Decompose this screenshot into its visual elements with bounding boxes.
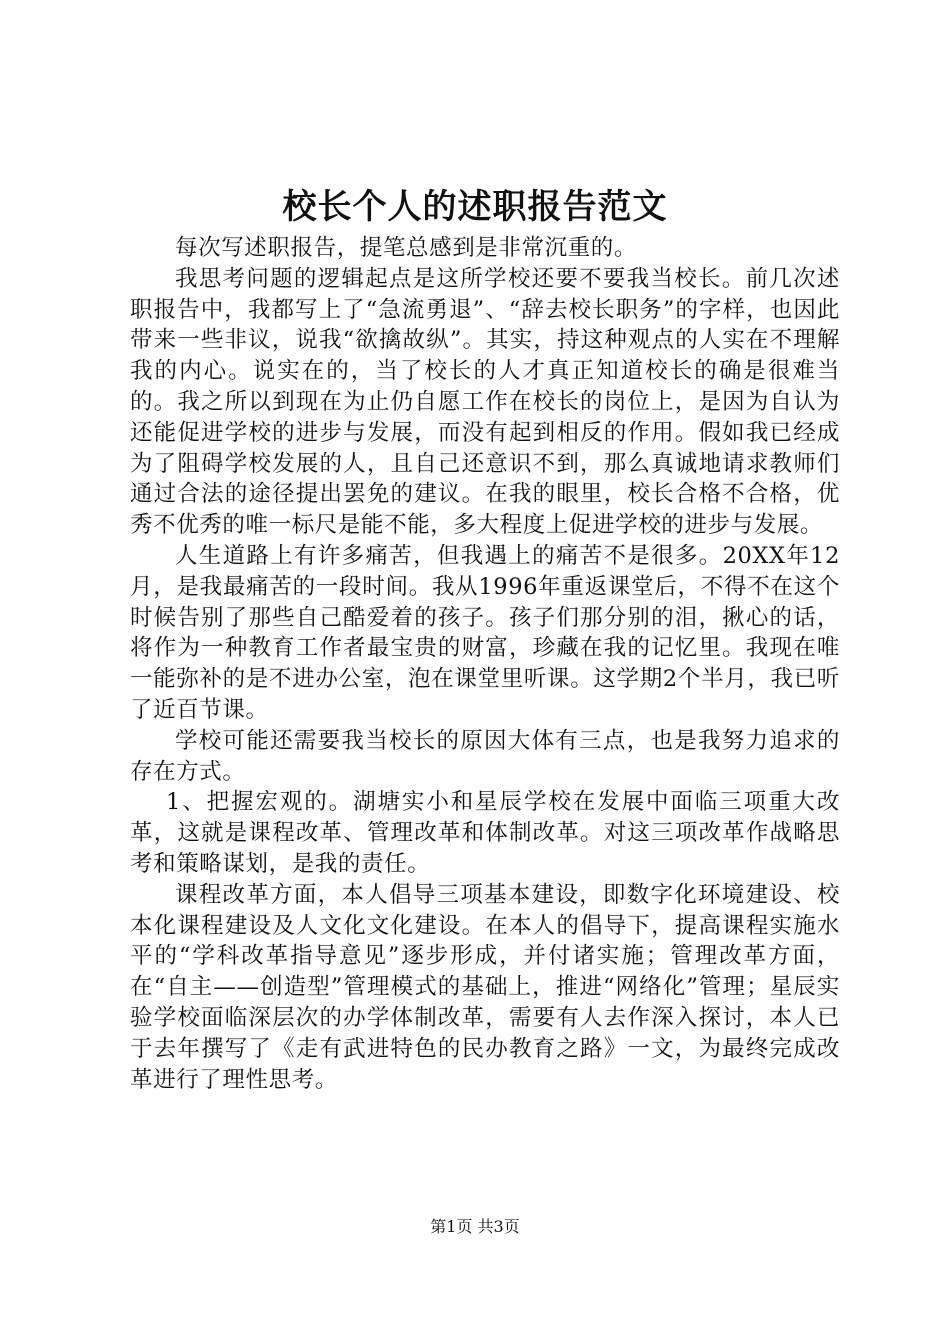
paragraph-curriculum-reform: 课程改革方面，本人倡导三项基本建设，即数字化环境建设、校本化课程建设及人文化文化建设。在本人的倡导下，提高课程实施水平的“学科改革指导意见”逐步形成，并付诸实施；管理改革方面，在“自主——创造型”管理模式的基础上，推进“网络化”管理；星辰实验学校面临深层次的办学体制改革，需要有人去作深入探讨，本人已于去年撰写了《走有武进特色的民办教育之路》一文，为最终完成改革进行了理性思考。	[130, 881, 840, 1093]
page-footer: 第1页 共3页	[430, 1217, 520, 1236]
document-title: 校长个人的述职报告范文	[282, 187, 668, 227]
paragraph-point-one: 1、把握宏观的。湖塘实小和星辰学校在发展中面临三项重大改革，这就是课程改革、管理改革和体制改革。对这三项改革作战略思考和策略谋划，是我的责任。	[130, 789, 840, 877]
document-body	[130, 233, 840, 1095]
paragraph-logic: 我思考问题的逻辑起点是这所学校还要不要我当校长。前几次述职报告中，我都写上了“急流勇退”、“辞去校长职务”的字样，也因此带来一些非议，说我“欲擒故纵”。其实，持这种观点的人实在不理解我的内心。说实在的，当了校长的人才真正知道校长的确是很难当的。我之所以到现在为止仍自愿工作在校长的岗位上，是因为自认为还能促进学校的进步与发展，而没有起到相反的作用。假如我已经成为了阻碍学校发展的人，且自己还意识不到，那么真诚地请求教师们通过合法的途径提出罢免的建议。在我的眼里，校长合格不合格，优秀不优秀的唯一标尺是能不能，多大程度上促进学校的进步与发展。	[130, 265, 840, 539]
paragraph-intro: 每次写述职报告，提笔总感到是非常沉重的。	[175, 235, 638, 261]
paragraph-hardship: 人生道路上有许多痛苦，但我遇上的痛苦不是很多。20XX年12月，是我最痛苦的一段时间。我从1996年重返课堂后，不得不在这个时候告别了那些自己酷爱着的孩子。孩子们那分别的泪，揪心的话，将作为一种教育工作者最宝贵的财富，珍藏在我的记忆里。我现在唯一能弥补的是不进办公室，泡在课堂里听课。这学期2个半月，我已听了近百节课。	[130, 542, 840, 723]
paragraph-reasons: 学校可能还需要我当校长的原因大体有三点，也是我努力追求的存在方式。	[130, 727, 840, 785]
